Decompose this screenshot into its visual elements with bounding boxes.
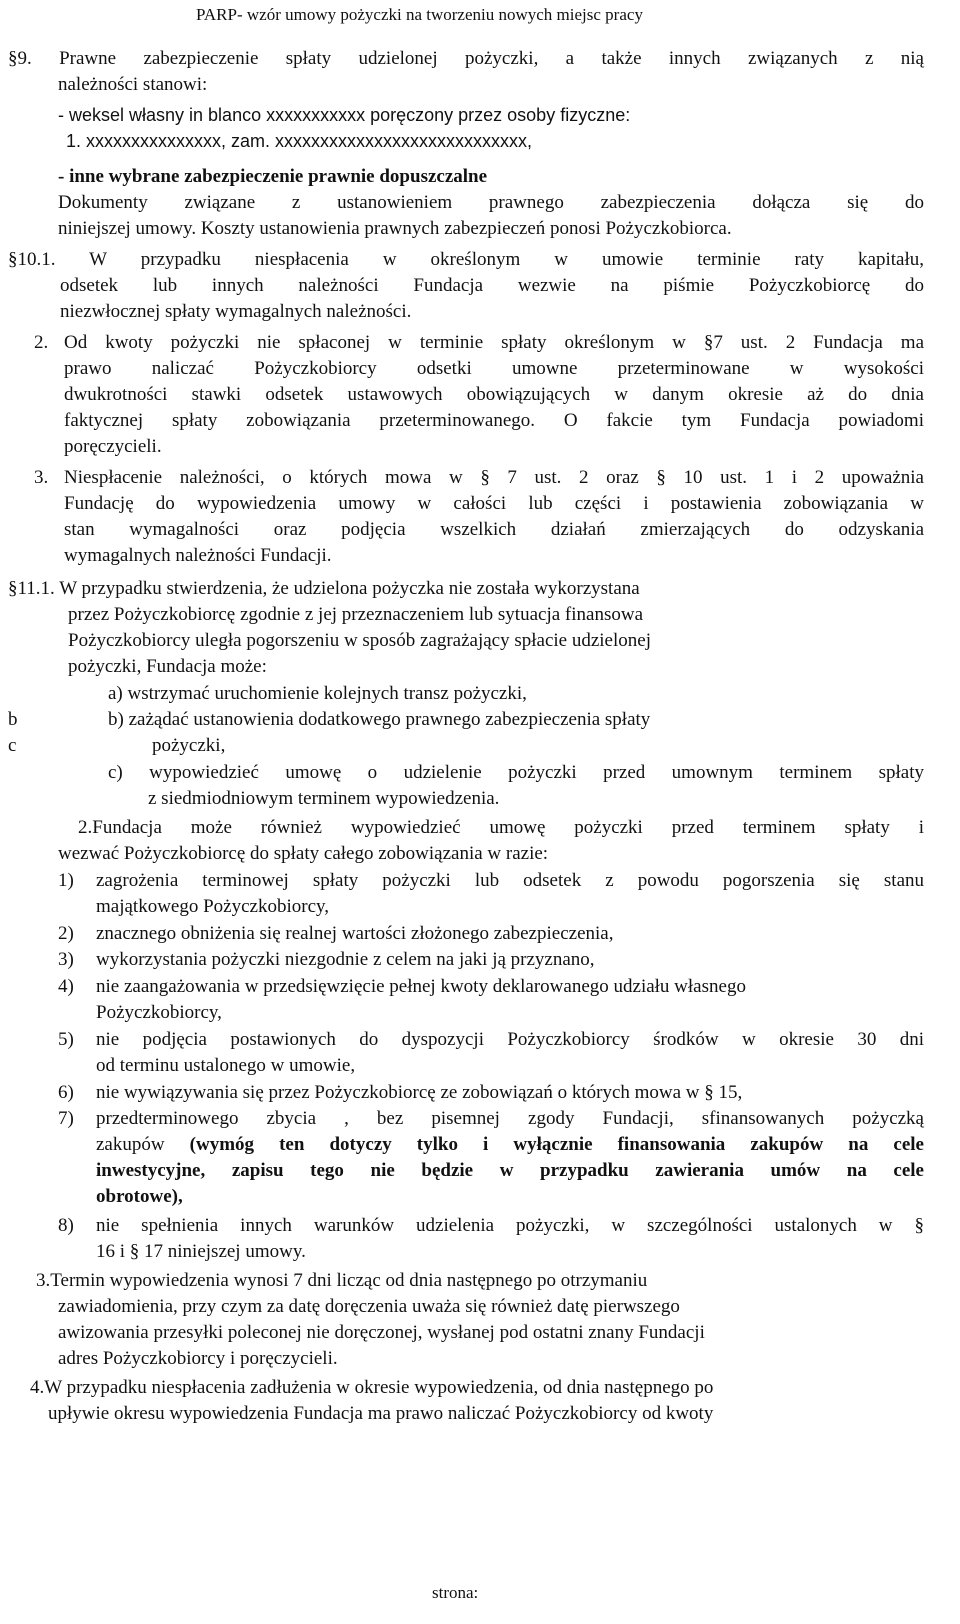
list-number: 1) [58,870,74,891]
section-11-line: wezwać Pożyczkobiorcę do spłaty całego zobowiązania w razie: [58,843,549,864]
section-10-line: niezwłocznej spłaty wymagalnych należności. [60,301,412,322]
section-9-line: - weksel własny in blanco xxxxxxxxxxx poręczony przez osoby fizyczne: [58,105,631,125]
list-item: od terminu ustalonego w umowie, [96,1055,356,1076]
section-10-line: §10.1. W przypadku niespłacenia w określonym w umowie terminie raty kapitału, [8,249,924,270]
section-9-line: §9. Prawne zabezpieczenie spłaty udzielonej pożyczki, a także innych związanych z nią [8,48,924,69]
section-11-line: awizowania przesyłki poleconej nie doręczonej, wysłanej pod ostatni znany Fundacji [58,1322,705,1343]
list-item: znacznego obniżenia się realnej wartości złożonego zabezpieczenia, [96,923,614,944]
list-item: nie spełnienia innych warunków udzielenia pożyczki, w szczególności ustalonych w § [96,1215,924,1236]
section-10-line: faktycznej spłaty zobowiązania przeterminowanego. O fakcie tym Fundacja powiadomi [64,410,924,431]
list-item-bold-text: obrotowe), [96,1186,183,1207]
list-number: 8) [58,1215,74,1236]
list-item: nie wywiązywania się przez Pożyczkobiorcę ze zobowiązań o których mowa w § 15, [96,1082,743,1103]
list-item-c: z siedmiodniowym terminem wypowiedzenia. [148,788,500,809]
list-item-text: zakupów [96,1134,190,1155]
section-10-line: poręczycieli. [64,436,162,457]
list-item-b: b) zażądać ustanowienia dodatkowego prawnego zabezpieczenia spłaty [108,709,651,730]
section-9-line: - inne wybrane zabezpieczenie prawnie dopuszczalne [58,166,488,187]
list-number: 5) [58,1029,74,1050]
list-item-b: pożyczki, [152,735,226,756]
list-item: nie zaangażowania w przedsięwzięcie pełnej kwoty deklarowanego udziału własnego [96,976,746,997]
section-9-line: Dokumenty związane z ustanowieniem prawnego zabezpieczenia dołącza się do [58,192,924,213]
list-item-c: c) wypowiedzieć umowę o udzielenie pożyczki przed umownym terminem spłaty [108,762,924,783]
section-11-line: pożyczki, Fundacja może: [68,656,267,677]
list-item-bold-text: (wymóg ten dotyczy tylko i wyłącznie finansowania zakupów na cele [189,1134,924,1155]
list-item-bold-text: inwestycyjne, zapisu tego nie będzie w przypadku zawierania umów na cele [96,1160,924,1181]
section-11-line: 4.W przypadku niespłacenia zadłużenia w okresie wypowiedzenia, od dnia następnego po [30,1377,714,1398]
section-11-line: 2.Fundacja może również wypowiedzieć umowę pożyczki przed terminem spłaty i [78,817,924,838]
list-item: przedterminowego zbycia , bez pisemnej zgody Fundacji, sfinansowanych pożyczką [96,1108,924,1129]
section-10-line: dwukrotności stawki odsetek ustawowych obowiązujących w danym okresie aż do dnia [64,384,924,405]
section-11-line: zawiadomienia, przy czym za datę doręczenia uważa się również datę pierwszego [58,1296,680,1317]
list-number: 6) [58,1082,74,1103]
section-9-line: należności stanowi: [58,74,208,95]
section-11-line: przez Pożyczkobiorcę zgodnie z jej przeznaczeniem lub sytuacja finansowa [68,604,644,625]
section-10-line: Fundację do wypowiedzenia umowy w całości lub części i postawienia zobowiązania w [64,493,924,514]
page-header: PARP- wzór umowy pożyczki na tworzeniu nowych miejsc pracy [196,5,643,24]
list-item: Pożyczkobiorcy, [96,1002,222,1023]
list-item-a: a) wstrzymać uruchomienie kolejnych transz pożyczki, [108,683,527,704]
list-item: wykorzystania pożyczki niezgodnie z celem na jaki ją przyznano, [96,949,595,970]
list-item: zagrożenia terminowej spłaty pożyczki lub odsetek z powodu pogorszenia się stanu [96,870,924,891]
section-10-number: 2. [34,332,49,353]
section-10-line: stan wymagalności oraz podjęcia wszelkich działań zmierzających do odzyskania [64,519,924,540]
section-10-line: Niespłacenie należności, o których mowa w § 7 ust. 2 oraz § 10 ust. 1 i 2 upoważnia [64,467,924,488]
list-item: majątkowego Pożyczkobiorcy, [96,896,330,917]
section-11-line: adres Pożyczkobiorcy i poręczycieli. [58,1348,338,1369]
list-item: nie podjęcia postawionych do dyspozycji Pożyczkobiorcy środków w okresie 30 dni [96,1029,924,1050]
section-10-line: prawo naliczać Pożyczkobiorcy odsetki umowne przeterminowane w wysokości [64,358,924,379]
section-10-line: wymagalnych należności Fundacji. [64,545,332,566]
margin-letter: b [8,709,18,730]
list-number: 2) [58,923,74,944]
list-number: 3) [58,949,74,970]
list-item: 16 i § 17 niniejszej umowy. [96,1241,306,1262]
section-10-line: Od kwoty pożyczki nie spłaconej w terminie spłaty określonym w §7 ust. 2 Fundacja ma [64,332,924,353]
section-11-line: Pożyczkobiorcy uległa pogorszeniu w sposób zagrażający spłacie udzielonej [68,630,651,651]
margin-letter: c [8,735,17,756]
list-number: 7) [58,1108,74,1129]
section-9-line: niniejszej umowy. Koszty ustanowienia prawnych zabezpieczeń ponosi Pożyczkobiorca. [58,218,732,239]
section-10-line: odsetek lub innych należności Fundacja wezwie na piśmie Pożyczkobiorcę do [60,275,924,296]
section-11-line: §11.1. W przypadku stwierdzenia, że udzielona pożyczka nie została wykorzystana [8,578,640,599]
section-9-line: 1. xxxxxxxxxxxxxxx, zam. xxxxxxxxxxxxxxxxxxxxxxxxxxxx, [66,131,533,151]
list-number: 4) [58,976,74,997]
list-item [96,1132,924,1158]
section-11-line: upływie okresu wypowiedzenia Fundacja ma prawo naliczać Pożyczkobiorcy od kwoty [48,1403,714,1424]
section-11-line: 3.Termin wypowiedzenia wynosi 7 dni licząc od dnia następnego po otrzymaniu [36,1270,648,1291]
section-10-number: 3. [34,467,49,488]
page-footer: strona: [432,1583,479,1602]
